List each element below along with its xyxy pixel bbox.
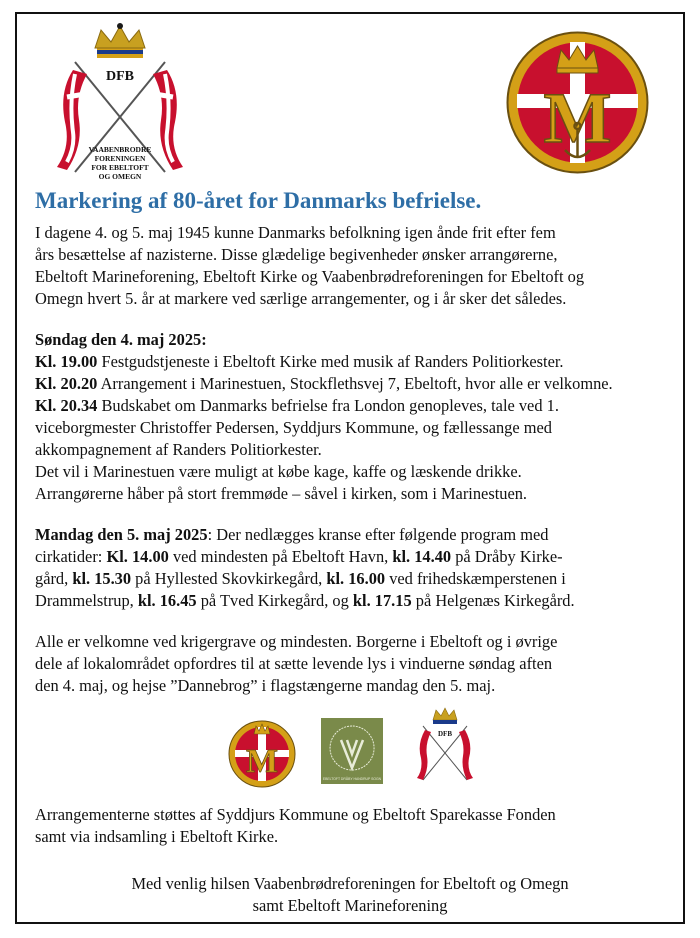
page-title: Markering af 80-året for Danmarks befrielse.	[35, 188, 482, 213]
signature: Med venlig hilsen Vaabenbrødreforeningen for Ebeltoft og Omegn samt Ebeltoft Marineforening	[131, 874, 569, 915]
dfb-letters: DFB	[106, 69, 134, 84]
parish-logo	[321, 718, 383, 784]
sponsor-logos	[0, 718, 700, 786]
intro-paragraph: I dagene 4. og 5. maj 1945 kunne Danmarks befolkning igen ånde frit efter fem års besættelse af nazisterne. Disse glædelige begivenheder ønsker arrangørerne, Ebeltoft Marineforening, Ebeltoft Kirke og Vaabenbrødreforeningen for Ebeltoft og Omegn hvert 5. år at markere ved særlige arrangementer, og i år sker det således.	[35, 223, 585, 308]
svg-text:OG OMEGN: OG OMEGN	[98, 172, 142, 181]
svg-text:FORENINGEN: FORENINGEN	[94, 154, 146, 163]
monday-heading: Mandag den 5. maj 2025	[35, 525, 208, 544]
sunday-program: Søndag den 4. maj 2025: Kl. 19.00 Festgudstjeneste i Ebeltoft Kirke med musik af Randers Politiorkester. Kl. 20.20 Arrangement i Marinestuen, Stockflethsvej 7, Ebeltoft, hvor alle er velkomne. Kl. 20.34 Budskabet om Danmarks befrielse fra London genopleves, tale ved 1. viceborgmester Christoffer Pedersen, Syddjurs Kommune, og fællessange med akkompagnement af Randers Politiorkester. Det vil i Marinestuen være muligt at købe kage, kaffe og læskende drikke. Arrangørerne håber på stort fremmøde – såvel i kirken, som i Marinestuen.	[35, 330, 613, 503]
marineforening-small-logo	[228, 720, 296, 788]
support-note: Arrangementerne støttes af Syddjurs Kommune og Ebeltoft Sparekasse Fonden samt via indsamling i Ebeltoft Kirke.	[35, 805, 556, 846]
sunday-heading: Søndag den 4. maj 2025:	[35, 330, 207, 349]
svg-text:M: M	[245, 743, 279, 780]
svg-text:FOR EBELTOFT: FOR EBELTOFT	[91, 163, 149, 172]
dfb-small-logo	[411, 706, 479, 786]
marineforening-logo	[505, 30, 650, 175]
m-letter: M	[543, 78, 612, 158]
svg-text:DFB: DFB	[438, 730, 452, 738]
parish-logo-text: EBELTOFT DRÅBY HANDRUP SOGN	[322, 777, 382, 781]
danish-flag-left-icon	[57, 70, 87, 170]
svg-text:VAABENBRODRE: VAABENBRODRE	[88, 145, 152, 154]
closing-paragraph: Alle er velkomne ved krigergrave og mindesten. Borgerne i Ebeltoft og i øvrige dele af lokalområdet opfordres til at sætte levende lys i vinduerne søndag aften den 4. maj, og hejse ”Dannebrog” i flagstængerne mandag den 5. maj.	[35, 632, 558, 695]
monday-program: Mandag den 5. maj 2025: Der nedlægges kranse efter følgende program med cirkatider: Kl. 14.00 ved mindesten på Ebeltoft Havn, kl. 14.40 på Dråby Kirke- gård, kl. 15.30 på Hyllested Skovkirkegård, kl. 16.00 ved frihedskæmperstenen i Drammelstrup, kl. 16.45 på Tved Kirkegård, og kl. 17.15 på Helgenæs Kirkegård.	[35, 525, 575, 610]
dfb-logo	[45, 22, 195, 187]
crown-icon	[95, 23, 145, 58]
danish-flag-right-icon	[153, 70, 183, 170]
